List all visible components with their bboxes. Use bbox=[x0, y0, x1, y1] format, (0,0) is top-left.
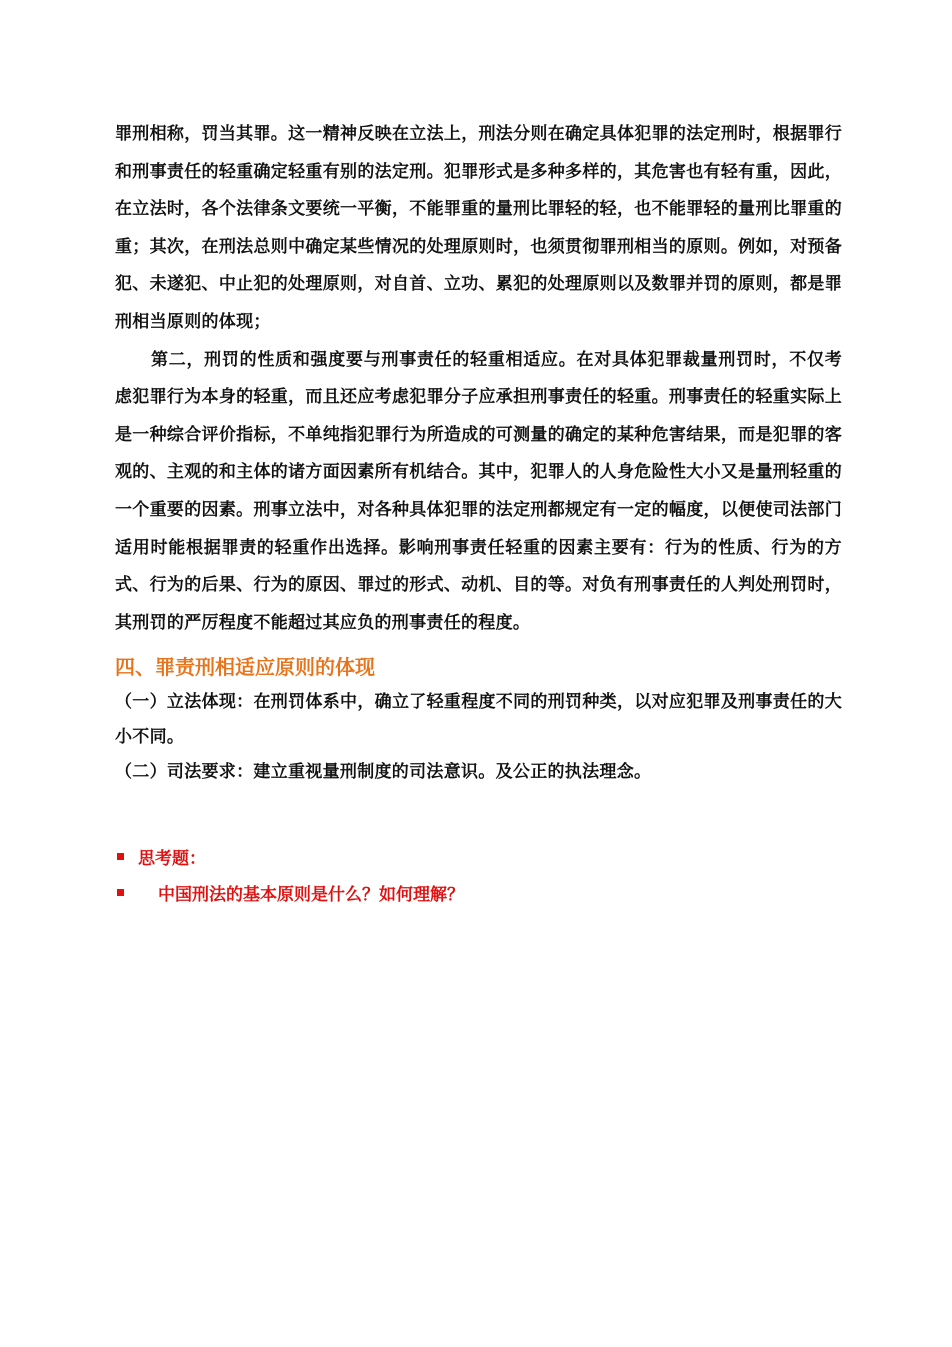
square-bullet-icon bbox=[117, 853, 124, 860]
section-heading: 四、罪责刑相适应原则的体现 bbox=[115, 655, 375, 680]
questions-block bbox=[115, 838, 842, 910]
subsection-judicial: （二）司法要求：建立重视量刑制度的司法意识。及公正的执法理念。 bbox=[115, 762, 652, 783]
subsection-legislation: （一）立法体现：在刑罚体系中，确立了轻重程度不同的刑罚种类，以对应犯罪及刑事责任的大小不同。 bbox=[115, 692, 842, 748]
question-item bbox=[115, 874, 842, 910]
body-paragraph-1: 罪刑相称，罚当其罪。这一精神反映在立法上，刑法分则在确定具体犯罪的法定刑时，根据罪行和刑事责任的轻重确定轻重有别的法定刑。犯罪形式是多种多样的，其危害也有轻有重，因此，在立法时，各个法律条文要统一平衡，不能罪重的量刑比罪轻的轻，也不能罪轻的量刑比罪重的重；其次，在刑法总则中确定某些情况的处理原则时，也须贯彻罪刑相当的原则。例如，对预备犯、未遂犯、中止犯的处理原则，对自首、立功、累犯的处理原则以及数罪并罚的原则，都是罪刑相当原则的体现； bbox=[115, 124, 842, 332]
document-content bbox=[115, 116, 842, 910]
square-bullet-icon bbox=[117, 889, 124, 896]
questions-title-row bbox=[115, 838, 842, 874]
body-paragraph-2: 第二，刑罚的性质和强度要与刑事责任的轻重相适应。在对具体犯罪裁量刑罚时，不仅考虑犯罪行为本身的轻重，而且还应考虑犯罪分子应承担刑事责任的轻重。刑事责任的轻重实际上是一种综合评价指标，不单纯指犯罪行为所造成的可测量的确定的某种危害结果，而是犯罪的客观的、主观的和主体的诸方面因素所有机结合。其中，犯罪人的人身危险性大小又是量刑轻重的一个重要的因素。刑事立法中，对各种具体犯罪的法定刑都规定有一定的幅度，以便使司法部门适用时能根据罪责的轻重作出选择。影响刑事责任轻重的因素主要有：行为的性质、行为的方式、行为的后果、行为的原因、罪过的形式、动机、目的等。对负有刑事责任的人判处刑罚时，其刑罚的严厉程度不能超过其应负的刑事责任的程度。 bbox=[115, 349, 842, 633]
question-text: 中国刑法的基本原则是什么？如何理解？ bbox=[158, 884, 464, 905]
questions-title: 思考题： bbox=[138, 848, 206, 869]
